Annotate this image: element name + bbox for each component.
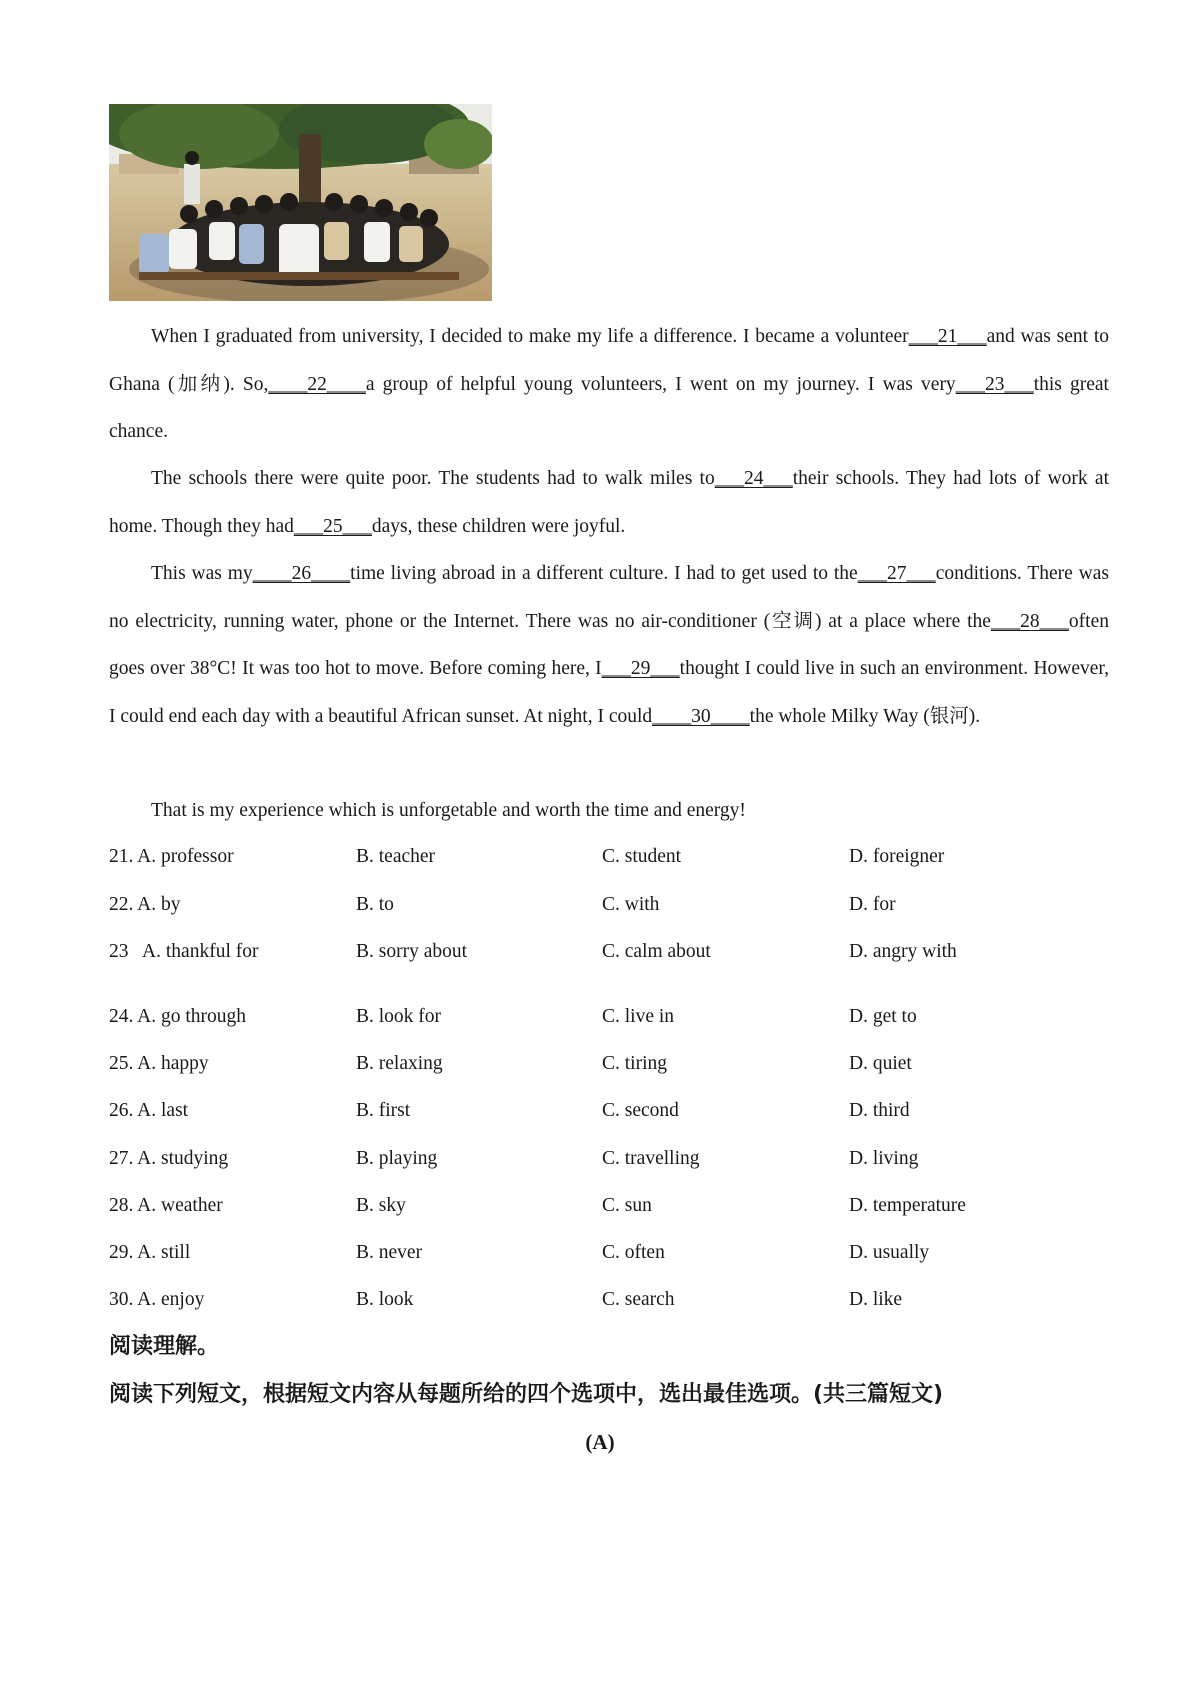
option-c: C. search bbox=[602, 1289, 675, 1310]
option-a: 25. A. happy bbox=[109, 1053, 209, 1074]
passage-paragraph-1 bbox=[109, 313, 1109, 456]
option-a: 29. A. still bbox=[109, 1242, 191, 1263]
option-b: B. look bbox=[356, 1289, 414, 1310]
passage-text: their schools. They had lots of work at home. Though they had bbox=[109, 468, 1110, 537]
option-d: D. temperature bbox=[849, 1195, 966, 1216]
passage-paragraph-3 bbox=[109, 550, 1109, 740]
question-22 bbox=[109, 890, 1109, 920]
option-c: C. live in bbox=[602, 1006, 675, 1027]
option-b: B. teacher bbox=[356, 846, 436, 867]
blank-25: ___25___ bbox=[293, 515, 372, 537]
option-b: B. sky bbox=[356, 1195, 406, 1216]
option-b: B. first bbox=[356, 1100, 411, 1121]
passage-text: this great chance. bbox=[109, 373, 1109, 442]
option-c: C. travelling bbox=[602, 1148, 700, 1169]
blank-27: ___27___ bbox=[857, 563, 936, 584]
option-b: B. never bbox=[356, 1242, 423, 1263]
option-b: B. to bbox=[356, 894, 394, 915]
passage-text: a group of helpful young volunteers, I went on my journey. I was very bbox=[365, 373, 956, 395]
passage-text: days, these children were joyful. bbox=[371, 515, 626, 537]
passage-paragraph-4 bbox=[109, 787, 1109, 835]
option-a: 27. A. studying bbox=[109, 1148, 229, 1169]
question-26 bbox=[109, 1096, 1109, 1126]
question-28 bbox=[109, 1191, 1109, 1221]
photo-students-under-tree bbox=[109, 104, 492, 301]
option-d: D. for bbox=[849, 894, 896, 915]
option-d: D. get to bbox=[849, 1006, 917, 1027]
passage-label: (A) bbox=[585, 1430, 615, 1454]
option-a: 24. A. go through bbox=[109, 1006, 247, 1027]
question-21 bbox=[109, 842, 1109, 872]
passage-text: conditions. There was no electricity, running water, phone or the Internet. There was no air-conditioner (空调) at a place where the bbox=[109, 563, 1109, 632]
option-c: C. calm about bbox=[602, 941, 711, 962]
option-c: C. sun bbox=[602, 1195, 652, 1216]
option-c: C. tiring bbox=[602, 1053, 668, 1074]
question-25 bbox=[109, 1049, 1109, 1079]
question-29 bbox=[109, 1238, 1109, 1268]
option-d: D. angry with bbox=[849, 941, 957, 962]
blank-24: ___24___ bbox=[714, 468, 793, 489]
question-24 bbox=[109, 1002, 1109, 1032]
blank-29: ___29___ bbox=[601, 658, 680, 679]
option-a: 30. A. enjoy bbox=[109, 1289, 205, 1310]
question-23 bbox=[109, 937, 1109, 967]
option-a: 21. A. professor bbox=[109, 846, 234, 867]
option-d: D. third bbox=[849, 1100, 910, 1121]
blank-22: ____22____ bbox=[268, 373, 366, 395]
passage-text: the whole Milky Way (银河). bbox=[749, 705, 981, 727]
passage-text: and was sent to Ghana (加纳). So, bbox=[109, 326, 1109, 395]
blank-23: ___23___ bbox=[955, 373, 1034, 395]
blank-21: ___21___ bbox=[908, 326, 987, 347]
option-c: C. student bbox=[602, 846, 682, 867]
option-d: D. usually bbox=[849, 1242, 930, 1263]
blank-30: ____30____ bbox=[652, 705, 750, 727]
option-a: 28. A. weather bbox=[109, 1195, 223, 1216]
option-a: 26. A. last bbox=[109, 1100, 189, 1121]
passage-paragraph-2 bbox=[109, 455, 1109, 550]
option-d: D. quiet bbox=[849, 1053, 912, 1074]
passage-text: often goes over 38°C! It was too hot to move. Before coming here, I bbox=[109, 610, 1109, 679]
option-c: C. often bbox=[602, 1242, 665, 1263]
question-27 bbox=[109, 1144, 1109, 1174]
option-b: B. playing bbox=[356, 1148, 438, 1169]
option-a: 22. A. by bbox=[109, 894, 181, 915]
passage-text: That is my experience which is unforgetable and worth the time and energy! bbox=[151, 800, 746, 821]
option-b: B. look for bbox=[356, 1006, 442, 1027]
section-instruction: 阅读下列短文，根据短文内容从每题所给的四个选项中，选出最佳选项。(共三篇短文) bbox=[109, 1382, 944, 1407]
passage-text: The schools there were quite poor. The students had to walk miles to bbox=[151, 468, 715, 489]
blank-28: ___28___ bbox=[990, 610, 1069, 632]
option-b: B. sorry about bbox=[356, 941, 468, 962]
option-a: 23 A. thankful for bbox=[109, 941, 259, 962]
blank-26: ____26____ bbox=[252, 563, 351, 584]
passage-text: When I graduated from university, I decided to make my life a difference. I became a volunteer bbox=[151, 326, 909, 347]
option-c: C. with bbox=[602, 894, 660, 915]
option-d: D. living bbox=[849, 1148, 919, 1169]
passage-text: This was my bbox=[151, 563, 253, 584]
passage-text: time living abroad in a different culture. I had to get used to the bbox=[350, 563, 858, 584]
option-d: D. foreigner bbox=[849, 846, 945, 867]
option-c: C. second bbox=[602, 1100, 679, 1121]
option-d: D. like bbox=[849, 1289, 903, 1310]
option-b: B. relaxing bbox=[356, 1053, 443, 1074]
passage-text: thought I could live in such an environment. However, I could end each day with a beautiful African sunset. At night, I could bbox=[109, 658, 1109, 727]
question-30 bbox=[109, 1285, 1109, 1315]
section-heading: 阅读理解。 bbox=[109, 1334, 220, 1359]
